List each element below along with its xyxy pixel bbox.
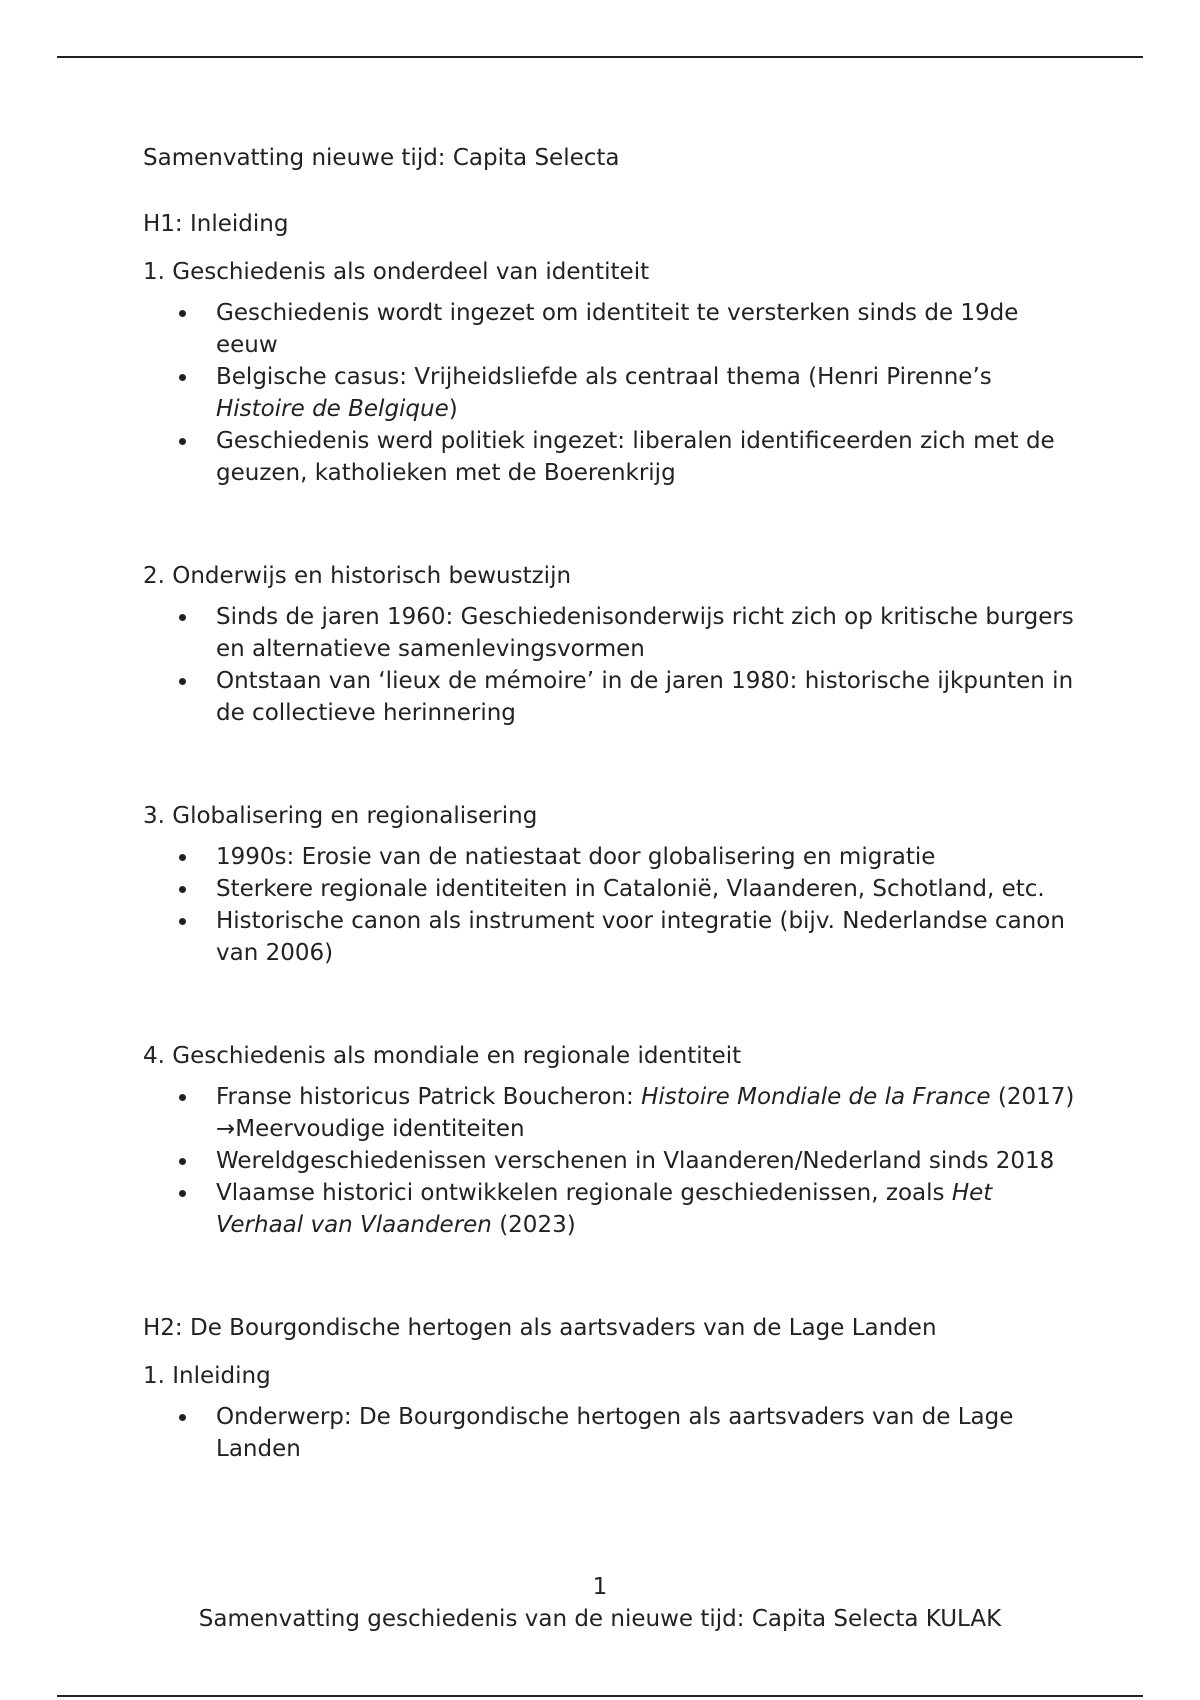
book-title: Het Verhaal van Vlaanderen bbox=[216, 1180, 993, 1238]
bullet-icon bbox=[179, 1094, 186, 1101]
section-1 bbox=[143, 257, 1083, 489]
list-item: Geschiedenis werd politiek ingezet: liberalen identificeerden zich met de geuzen, katholieken met de Boerenkrijg bbox=[143, 425, 1083, 489]
bullet-list bbox=[143, 1401, 1083, 1465]
bullet-icon bbox=[179, 854, 186, 861]
bullet-icon bbox=[179, 374, 186, 381]
section-4 bbox=[143, 1041, 1083, 1241]
list-item: Sinds de jaren 1960: Geschiedenisonderwijs richt zich op kritische burgers en alternatieve samenlevingsvormen bbox=[143, 601, 1083, 665]
bullet-list bbox=[143, 297, 1083, 489]
list-item: Geschiedenis wordt ingezet om identiteit te versterken sinds de 19de eeuw bbox=[143, 297, 1083, 361]
section-heading: 1. Inleiding bbox=[143, 1363, 271, 1389]
bullet-icon bbox=[179, 1158, 186, 1165]
section-heading: 4. Geschiedenis als mondiale en regionale identiteit bbox=[143, 1043, 742, 1069]
section-heading: 3. Globalisering en regionalisering bbox=[143, 803, 538, 829]
bullet-list bbox=[143, 1081, 1083, 1241]
list-item: Historische canon als instrument voor integratie (bijv. Nederlandse canon van 2006) bbox=[143, 905, 1083, 969]
bullet-icon bbox=[179, 678, 186, 685]
list-item: Belgische casus: Vrijheidsliefde als centraal thema (Henri Pirenne’s Histoire de Belgique) bbox=[143, 361, 1083, 425]
chapter-heading-h1: H1: Inleiding bbox=[143, 211, 289, 237]
page-number: 1 bbox=[592, 1574, 608, 1600]
bullet-list bbox=[143, 841, 1083, 969]
list-item: Ontstaan van ‘lieux de mémoire’ in de jaren 1980: historische ijkpunten in de collectieve herinnering bbox=[143, 665, 1083, 729]
section-2 bbox=[143, 561, 1083, 729]
bullet-icon bbox=[179, 1190, 186, 1197]
footer-text: Samenvatting geschiedenis van de nieuwe tijd: Capita Selecta KULAK bbox=[198, 1606, 1002, 1632]
section-heading: 1. Geschiedenis als onderdeel van identiteit bbox=[143, 259, 650, 285]
section-h2-1 bbox=[143, 1361, 1083, 1465]
header-rule bbox=[57, 56, 1143, 58]
book-title: Histoire Mondiale de la France bbox=[641, 1084, 991, 1110]
chapter-heading-h2: H2: De Bourgondische hertogen als aartsvaders van de Lage Landen bbox=[143, 1315, 937, 1341]
list-item: Franse historicus Patrick Boucheron: Histoire Mondiale de la France (2017) →Meervoudige identiteiten bbox=[143, 1081, 1083, 1145]
document-body bbox=[143, 143, 1083, 1465]
list-item: Sterkere regionale identiteiten in Catalonië, Vlaanderen, Schotland, etc. bbox=[143, 873, 1083, 905]
list-item: Wereldgeschiedenissen verschenen in Vlaanderen/Nederland sinds 2018 bbox=[143, 1145, 1083, 1177]
section-3 bbox=[143, 801, 1083, 969]
list-item: Onderwerp: De Bourgondische hertogen als aartsvaders van de Lage Landen bbox=[143, 1401, 1083, 1465]
document-title: Samenvatting nieuwe tijd: Capita Selecta bbox=[143, 145, 620, 171]
section-heading: 2. Onderwijs en historisch bewustzijn bbox=[143, 563, 572, 589]
bullet-icon bbox=[179, 438, 186, 445]
bullet-icon bbox=[179, 886, 186, 893]
footer-rule bbox=[57, 1695, 1143, 1697]
list-item: Vlaamse historici ontwikkelen regionale geschiedenissen, zoals Het Verhaal van Vlaanderen (2023) bbox=[143, 1177, 1083, 1241]
bullet-list bbox=[143, 601, 1083, 729]
bullet-icon bbox=[179, 918, 186, 925]
list-item: 1990s: Erosie van de natiestaat door globalisering en migratie bbox=[143, 841, 1083, 873]
bullet-icon bbox=[179, 310, 186, 317]
bullet-icon bbox=[179, 1414, 186, 1421]
bullet-icon bbox=[179, 614, 186, 621]
book-title: Histoire de Belgique bbox=[216, 396, 449, 422]
